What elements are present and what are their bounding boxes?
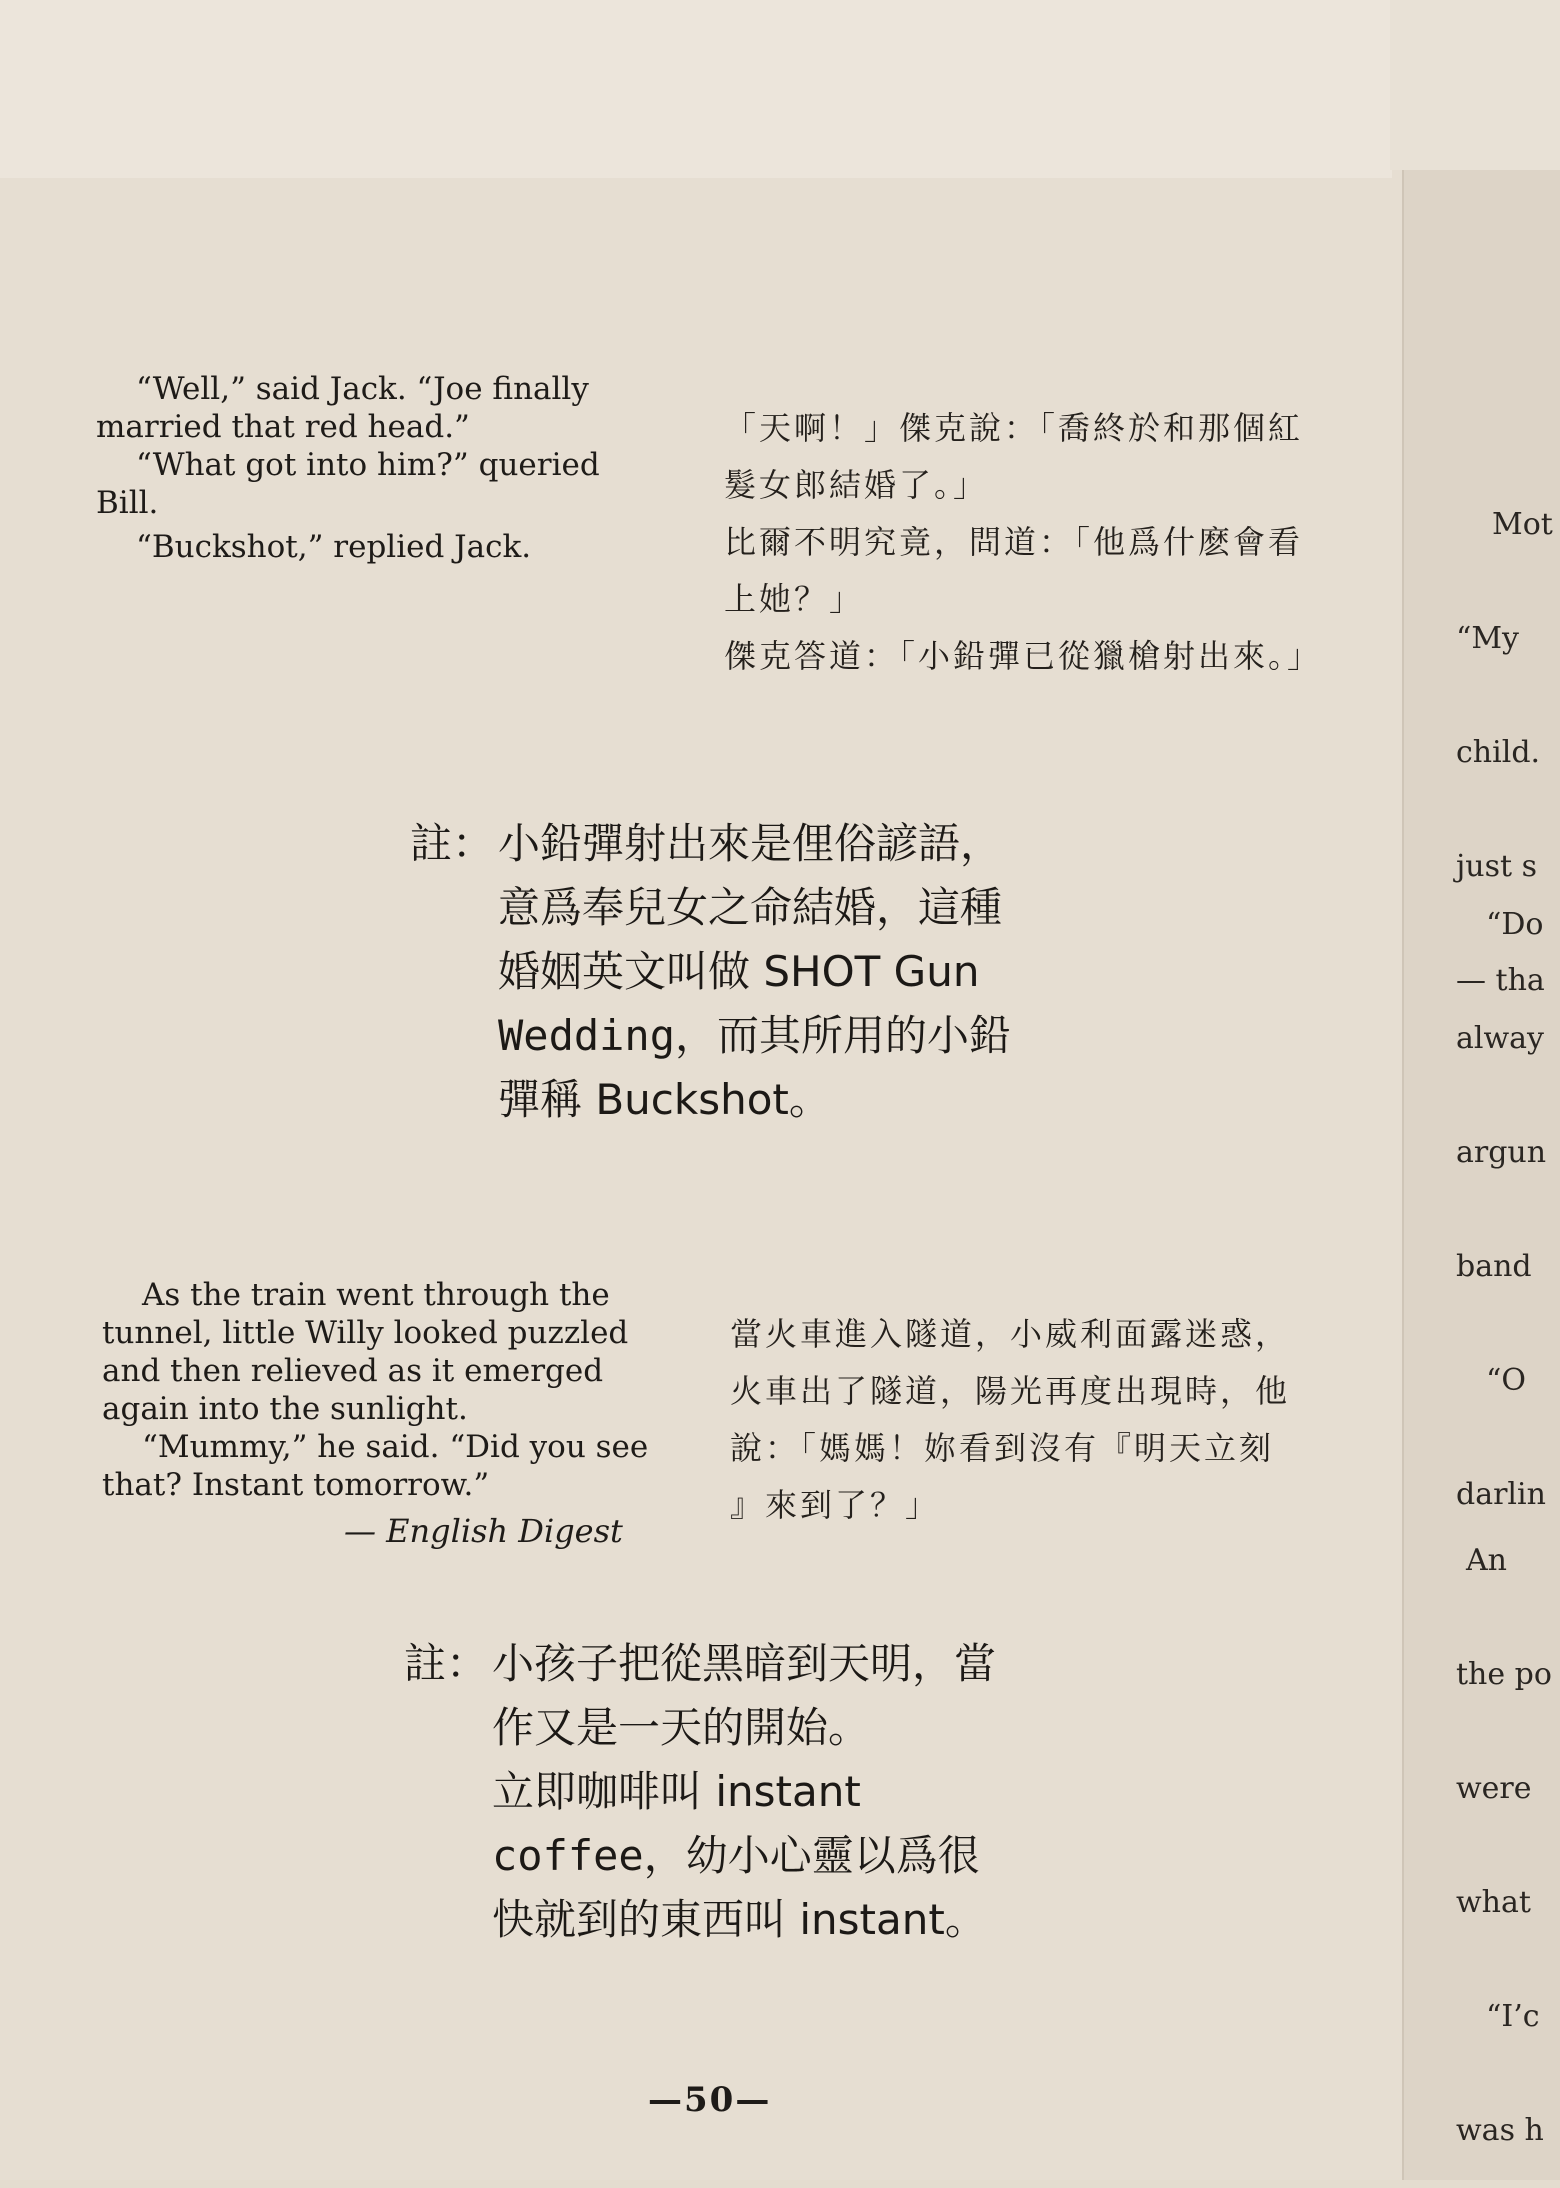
joke1-zh-1: 「天啊！」傑克說：「喬終於和那個紅髮女郎結婚了。」	[724, 409, 1304, 504]
joke2-line2: “Mummy,” he said. “Did you see that? Instant tomorrow.”	[102, 1429, 649, 1503]
joke2-zh-4: 』來到了？」	[730, 1486, 941, 1524]
joke2-line1: As the train went through the tunnel, little Willy looked puzzled and then relieved as it emerged again into the sunlight.	[102, 1277, 629, 1427]
frag3-line: “I’c	[1486, 1999, 1540, 2034]
frag1-line: “My	[1456, 621, 1520, 656]
joke2-note-label: 註：	[404, 1639, 489, 1688]
joke1-note	[410, 812, 1110, 1132]
joke2-note-2: 作又是一天的開始。	[492, 1703, 871, 1752]
joke2-note	[404, 1632, 1104, 1952]
joke1-line1: “Well,” said Jack. “Joe finally married that red head.”	[96, 371, 589, 445]
joke1-english	[96, 370, 670, 566]
page-fold	[0, 0, 1392, 178]
joke1-note-label: 註：	[410, 819, 495, 868]
frag3-line: were	[1456, 1771, 1532, 1806]
joke1-line3: “Buckshot,” replied Jack.	[136, 529, 532, 565]
joke1-note-1: 小鉛彈射出來是俚俗諺語，	[498, 819, 1003, 868]
joke2-note-4: coffee，幼小心靈以爲很	[492, 1831, 980, 1880]
frag3-line: what	[1456, 1885, 1531, 1920]
frag1-line: child.	[1456, 735, 1541, 770]
joke2-zh-2: 火車出了隧道，陽光再度出現時，他	[730, 1372, 1291, 1410]
frag2-line: band	[1456, 1249, 1532, 1284]
frag2-line: “Do	[1486, 907, 1544, 942]
joke2-zh-1: 當火車進入隧道，小威利面露迷惑，	[730, 1315, 1291, 1353]
joke2-note-3: 立即咖啡叫 instant	[492, 1767, 861, 1816]
page-number: —50—	[648, 2080, 772, 2120]
next-page-fragment-2	[1456, 830, 1546, 1552]
frag1-line: Mot	[1492, 507, 1553, 542]
next-page-edge-top	[1390, 0, 1560, 170]
frag2-line: argun	[1456, 1135, 1547, 1170]
joke2-zh-3: 說：「媽媽！妳看到沒有『明天立刻	[730, 1429, 1275, 1467]
joke1-note-2: 意爲奉兒女之命結婚，這種	[498, 883, 1003, 932]
frag1-line: just s	[1456, 849, 1538, 884]
joke1-note-4: Wedding，而其所用的小鉛	[498, 1011, 1012, 1060]
frag3-line: the po	[1456, 1657, 1552, 1692]
frag2-line: “O	[1486, 1363, 1526, 1398]
joke2-english	[102, 1276, 678, 1504]
joke2-note-1: 小孩子把從黑暗到天明，當	[492, 1639, 997, 1688]
joke1-chinese	[724, 400, 1334, 685]
frag3-line: An	[1466, 1543, 1507, 1578]
joke2-chinese	[730, 1306, 1350, 1534]
joke2-note-5: 快就到的東西叫 instant。	[492, 1895, 987, 1944]
joke2-source: — English Digest	[344, 1512, 623, 1550]
joke1-line2: “What got into him?” queried Bill.	[96, 447, 600, 521]
joke1-note-5: 彈稱 Buckshot。	[498, 1075, 831, 1124]
frag2-line: darlin	[1456, 1477, 1546, 1512]
frag1-line: — tha	[1456, 963, 1545, 998]
frag3-line: was h	[1456, 2113, 1544, 2148]
next-page-fragment-3	[1456, 1466, 1552, 2188]
joke1-zh-2: 比爾不明究竟，問道：「他爲什麽會看上她？」	[724, 523, 1304, 618]
frag2-line: alway	[1456, 1021, 1544, 1056]
joke1-note-3: 婚姻英文叫做 SHOT Gun	[498, 947, 980, 996]
joke1-zh-3: 傑克答道：「小鉛彈已從獵槍射出來。」	[724, 637, 1323, 675]
